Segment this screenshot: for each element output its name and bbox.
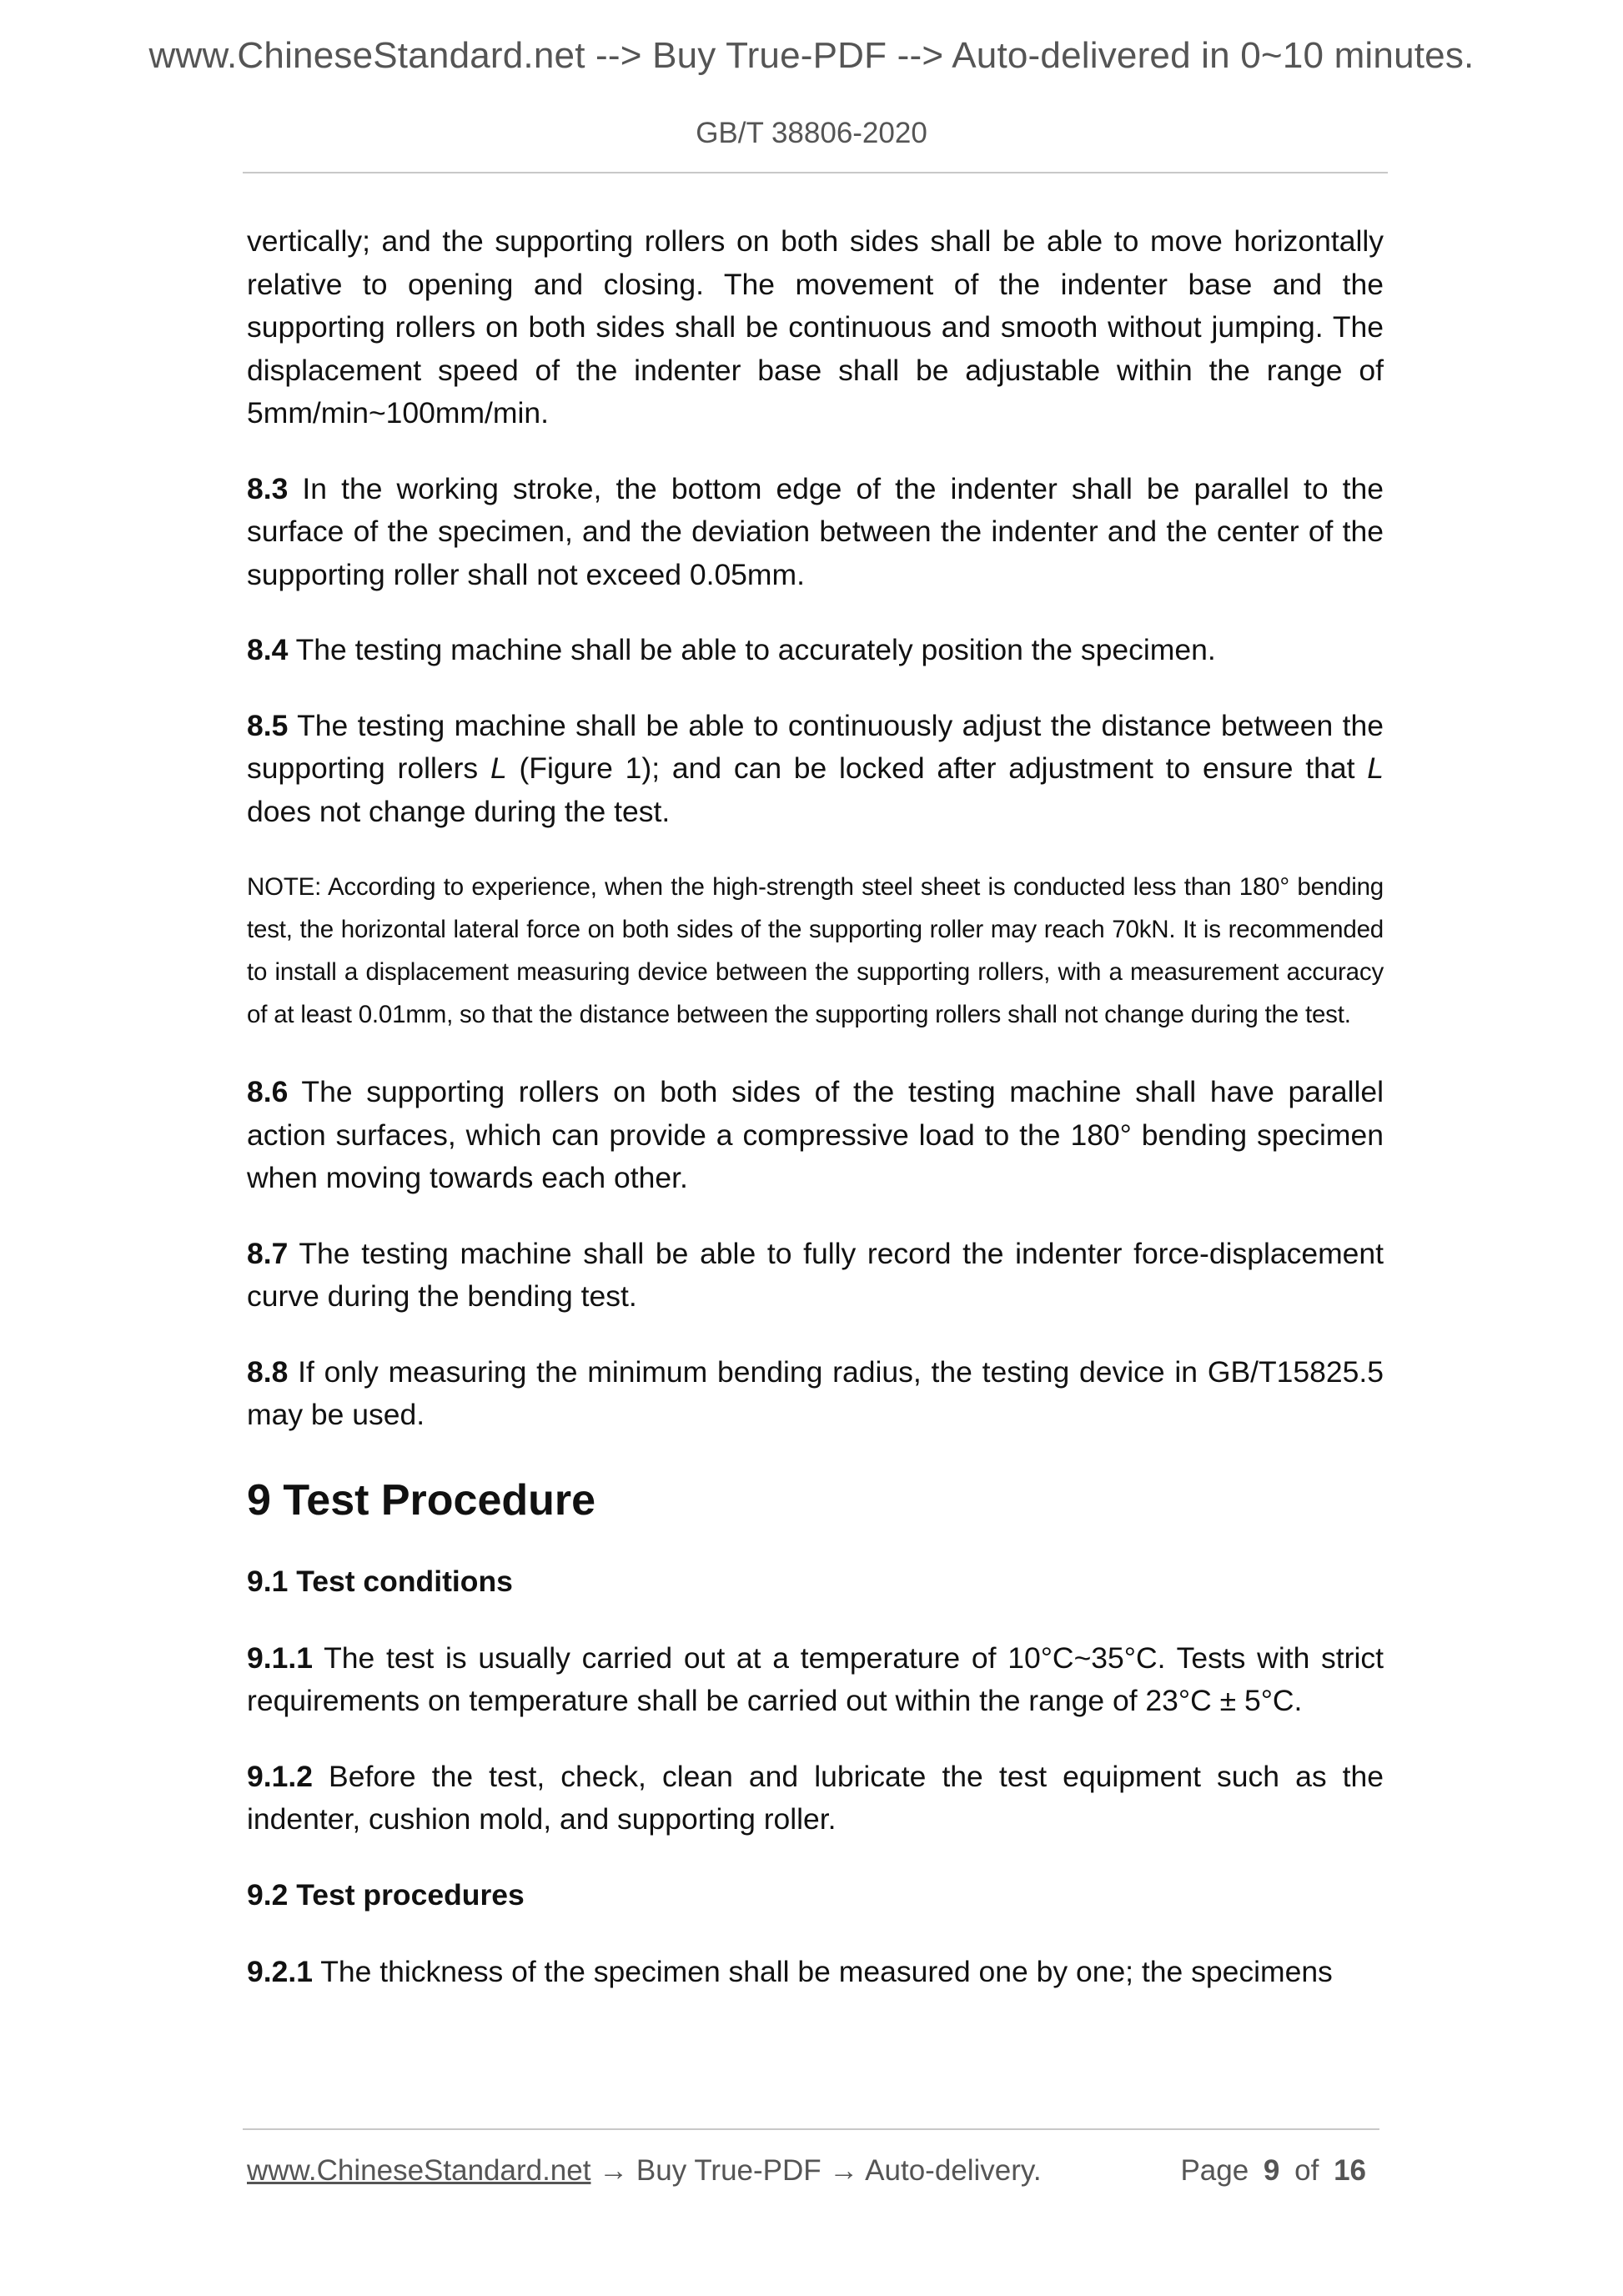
document-body xyxy=(247,220,1384,2026)
clause-8-3 xyxy=(247,468,1384,597)
paragraph-text: vertically; and the supporting rollers on both sides shall be able to move horizontally relative to opening and closing. The movement of the indenter base and the supporting rollers on both sides shall be continuous and smooth without jumping. The displacement speed of the indenter base shall be adjustable within the range of 5mm/min~100mm/min. xyxy=(247,224,1384,430)
clause-8-6 xyxy=(247,1071,1384,1200)
standard-id-header: GB/T 38806-2020 xyxy=(696,117,927,149)
clause-8-5 xyxy=(247,705,1384,834)
clause-number: 8.7 xyxy=(247,1236,289,1270)
clause-text: The thickness of the specimen shall be measured one by one; the specimens xyxy=(320,1954,1333,1988)
note-text: NOTE: According to experience, when the high-strength steel sheet is conducted less than 180° bending test, the horizontal lateral force on both sides of the supporting roller may reach 70kN. It is recommended to install a displacement measuring device between the supporting rollers, with a measurement accuracy of at least 0.01mm, so that the distance between the supporting rollers shall not change during the test. xyxy=(247,873,1384,1028)
website-link[interactable]: www.ChineseStandard.net xyxy=(247,2154,591,2187)
section-9-heading: 9 Test Procedure xyxy=(247,1475,596,1525)
clause-text: The testing machine shall be able to continuously adjust the distance between the supporting rollers xyxy=(247,708,1384,785)
clause-text: Before the test, check, clean and lubricate the test equipment such as the indenter, cushion mold, and supporting roller. xyxy=(247,1759,1384,1836)
clause-number: 9.1.1 xyxy=(247,1640,313,1675)
clause-number: 8.6 xyxy=(247,1075,289,1108)
clause-8-4 xyxy=(247,629,1384,672)
clause-9-1-2 xyxy=(247,1756,1384,1841)
clause-number: 9.2.1 xyxy=(247,1954,313,1988)
symbol-l: L xyxy=(1367,751,1384,785)
page-number: 9 xyxy=(1263,2154,1280,2187)
note-paragraph xyxy=(247,866,1384,1036)
clause-text: The testing machine shall be able to accurately position the specimen. xyxy=(295,633,1216,666)
page-indicator xyxy=(1180,2154,1373,2188)
footer-tagline: → Buy True-PDF → Auto-delivery. xyxy=(599,2154,1042,2187)
clause-text: The test is usually carried out at a temperature of 10°C~35°C. Tests with strict requirements on temperature shall be carried out within the range of 23°C ± 5°C. xyxy=(247,1640,1384,1717)
footer-divider xyxy=(243,2128,1379,2130)
of-label: of xyxy=(1294,2154,1319,2187)
clause-number: 8.5 xyxy=(247,708,289,742)
clause-9-2-1 xyxy=(247,1951,1384,1994)
page-total: 16 xyxy=(1334,2154,1366,2187)
top-banner: www.ChineseStandard.net --> Buy True-PDF --> Auto-delivered in 0~10 minutes. xyxy=(148,35,1475,76)
subsection-9-1-heading: 9.1 Test conditions xyxy=(247,1564,513,1598)
header-divider xyxy=(243,172,1388,173)
clause-8-7 xyxy=(247,1233,1384,1319)
clause-text: does not change during the test. xyxy=(247,794,671,828)
clause-number: 8.4 xyxy=(247,633,289,666)
clause-text: In the working stroke, the bottom edge of the indenter shall be parallel to the surface of the specimen, and the deviation between the indenter and the center of the supporting roller shall not exceed 0.05mm. xyxy=(247,471,1384,591)
paragraph-continuation xyxy=(247,220,1384,435)
page-label: Page xyxy=(1180,2154,1249,2187)
clause-8-8 xyxy=(247,1351,1384,1437)
clause-number: 8.8 xyxy=(247,1354,289,1389)
clause-text: The supporting rollers on both sides of the testing machine shall have parallel action surfaces, which can provide a compressive load to the 180° bending specimen when moving towards each other. xyxy=(247,1075,1384,1194)
subsection-9-2-heading: 9.2 Test procedures xyxy=(247,1877,525,1912)
clause-text: The testing machine shall be able to fully record the indenter force-displacement curve during the bending test. xyxy=(247,1236,1384,1313)
footer-left xyxy=(247,2154,1042,2188)
clause-number: 9.1.2 xyxy=(247,1759,313,1793)
symbol-l: L xyxy=(490,751,507,785)
clause-text: (Figure 1); and can be locked after adjustment to ensure that xyxy=(519,751,1355,785)
clause-text: If only measuring the minimum bending radius, the testing device in GB/T15825.5 may be used. xyxy=(247,1354,1384,1431)
clause-number: 8.3 xyxy=(247,471,289,505)
clause-9-1-1 xyxy=(247,1637,1384,1723)
